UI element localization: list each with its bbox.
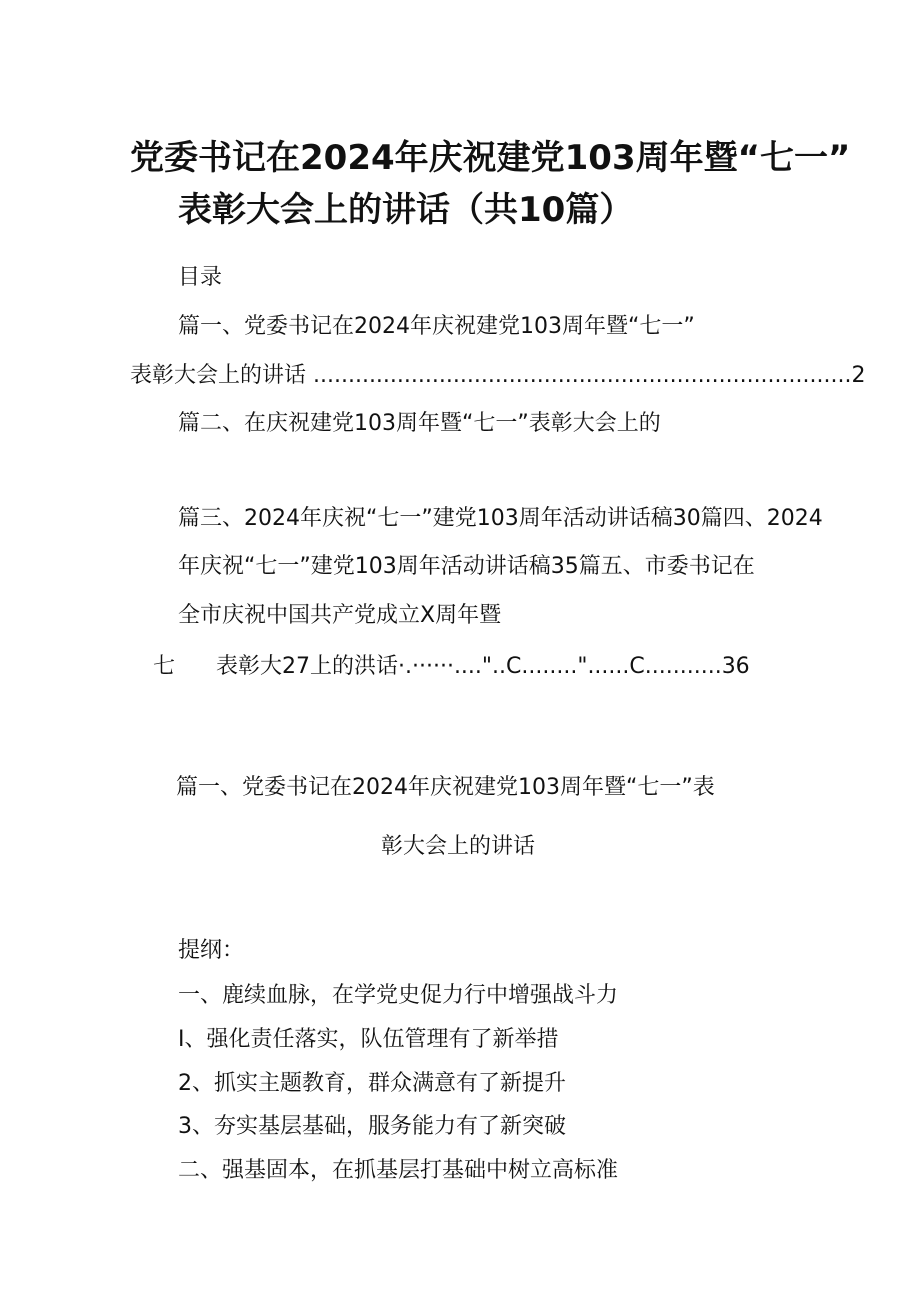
toc-entry-3-line-1[interactable]: 篇三、2024年庆祝“七一”建党103周年活动讲话稿30篇四、2024 — [178, 506, 823, 531]
toc-entry-2-line-1[interactable]: 篇二、在庆祝建党103周年暨“七一”表彰大会上的 — [178, 411, 661, 436]
toc-entry-1-line-2[interactable]: 表彰大会上的讲话 .............................................................................2 — [130, 363, 866, 388]
outline-item: 一、鹿续血脉，在学党史促力行中增强战斗力 — [178, 983, 619, 1008]
document-title-line-2: 表彰大会上的讲话（共10篇） — [178, 190, 634, 230]
outline-item: 3、夯实基层基础，服务能力有了新突破 — [178, 1114, 566, 1139]
document-title-line-1: 党委书记在2024年庆祝建党103周年暨“七一” — [130, 138, 851, 178]
outline-label: 提纲： — [178, 938, 245, 963]
toc-heading: 目录 — [178, 265, 223, 290]
toc-entry-3-line-3[interactable]: 全市庆祝中国共产党成立X周年暨 — [178, 603, 502, 628]
outline-item: I、强化责任落实，队伍管理有了新举措 — [178, 1027, 559, 1052]
section-1-heading-line-1: 篇一、党委书记在2024年庆祝建党103周年暨“七一”表 — [176, 775, 715, 800]
toc-entry-1-line-1[interactable]: 篇一、党委书记在2024年庆祝建党103周年暨“七一” — [178, 314, 695, 339]
outline-item: 二、强基固本，在抓基层打基础中树立高标准 — [178, 1158, 619, 1183]
toc-entry-4-line[interactable]: 表彰大27上的洪话·.······...."..C........"......C...........36 — [216, 654, 750, 679]
toc-entry-3-line-2[interactable]: 年庆祝“七一”建党103周年活动讲话稿35篇五、市委书记在 — [178, 554, 755, 579]
outline-item: 2、抓实主题教育，群众满意有了新提升 — [178, 1071, 566, 1096]
toc-entry-4-prefix: 七 — [153, 654, 176, 679]
section-1-heading-line-2: 彰大会上的讲话 — [381, 834, 536, 859]
